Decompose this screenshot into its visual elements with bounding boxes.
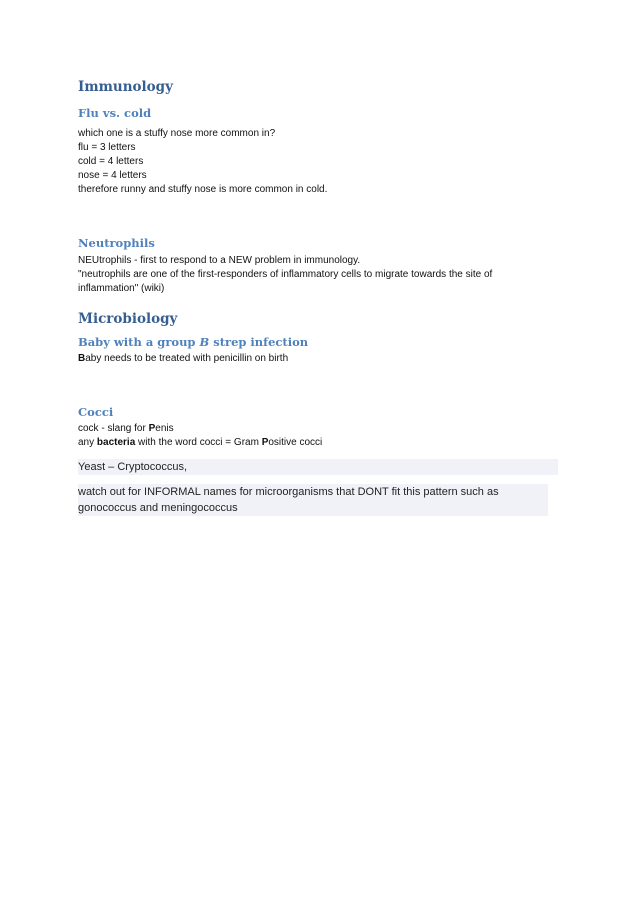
document-content (78, 78, 558, 516)
cocci-line-2-bold: bacteria (96, 437, 136, 448)
heading-immunology: Immunology (78, 79, 173, 95)
heading-cocci: Cocci (78, 405, 114, 419)
yeast-note (78, 459, 558, 475)
flu-cold-line-2: flu = 3 letters (78, 142, 136, 153)
heading-microbiology: Microbiology (78, 311, 178, 327)
cocci-line-1-bold: P (148, 423, 156, 434)
neutrophils-line-1: NEUtrophils - first to respond to a NEW problem in immunology. (78, 255, 361, 266)
cocci-line-2-post: ositive cocci (268, 437, 323, 448)
group-b-bold-letter: B (78, 353, 86, 364)
flu-cold-line-4: nose = 4 letters (78, 170, 147, 181)
group-b-rest: aby needs to be treated with penicillin on birth (85, 353, 289, 364)
group-b-heading-pre: Baby with a group (78, 335, 200, 349)
informal-names-note: watch out for INFORMAL names for microorganisms that DONT fit this pattern such as gonococcus and meningococcus (78, 484, 548, 516)
group-b-heading-italic: B (199, 335, 210, 349)
cocci-line-2-bold2: P (261, 437, 269, 448)
flu-cold-line-5: therefore runny and stuffy nose is more common in cold. (78, 184, 328, 195)
yeast-text: Yeast – Cryptococcus, (78, 459, 191, 475)
group-b-line (78, 352, 558, 366)
cocci-line-1-post: enis (155, 423, 174, 434)
cocci-line-2-mid: with the word cocci = Gram (135, 437, 262, 448)
heading-group-b-strep (78, 334, 558, 350)
cocci-line-2-pre: any (78, 437, 97, 448)
cocci-line-1-pre: cock - slang for (78, 423, 149, 434)
flu-cold-line-1: which one is a stuffy nose more common in? (78, 128, 276, 139)
heading-flu-vs-cold: Flu vs. cold (78, 106, 152, 120)
cocci-line-2 (78, 436, 558, 450)
heading-neutrophils: Neutrophils (78, 236, 155, 250)
flu-cold-line-3: cold = 4 letters (78, 156, 144, 167)
neutrophils-quote: "neutrophils are one of the first-responders of inflammatory cells to migrate towards the site of inflammation" (wiki) (78, 269, 493, 294)
cocci-line-1 (78, 422, 558, 436)
group-b-heading-post: strep infection (209, 335, 309, 349)
